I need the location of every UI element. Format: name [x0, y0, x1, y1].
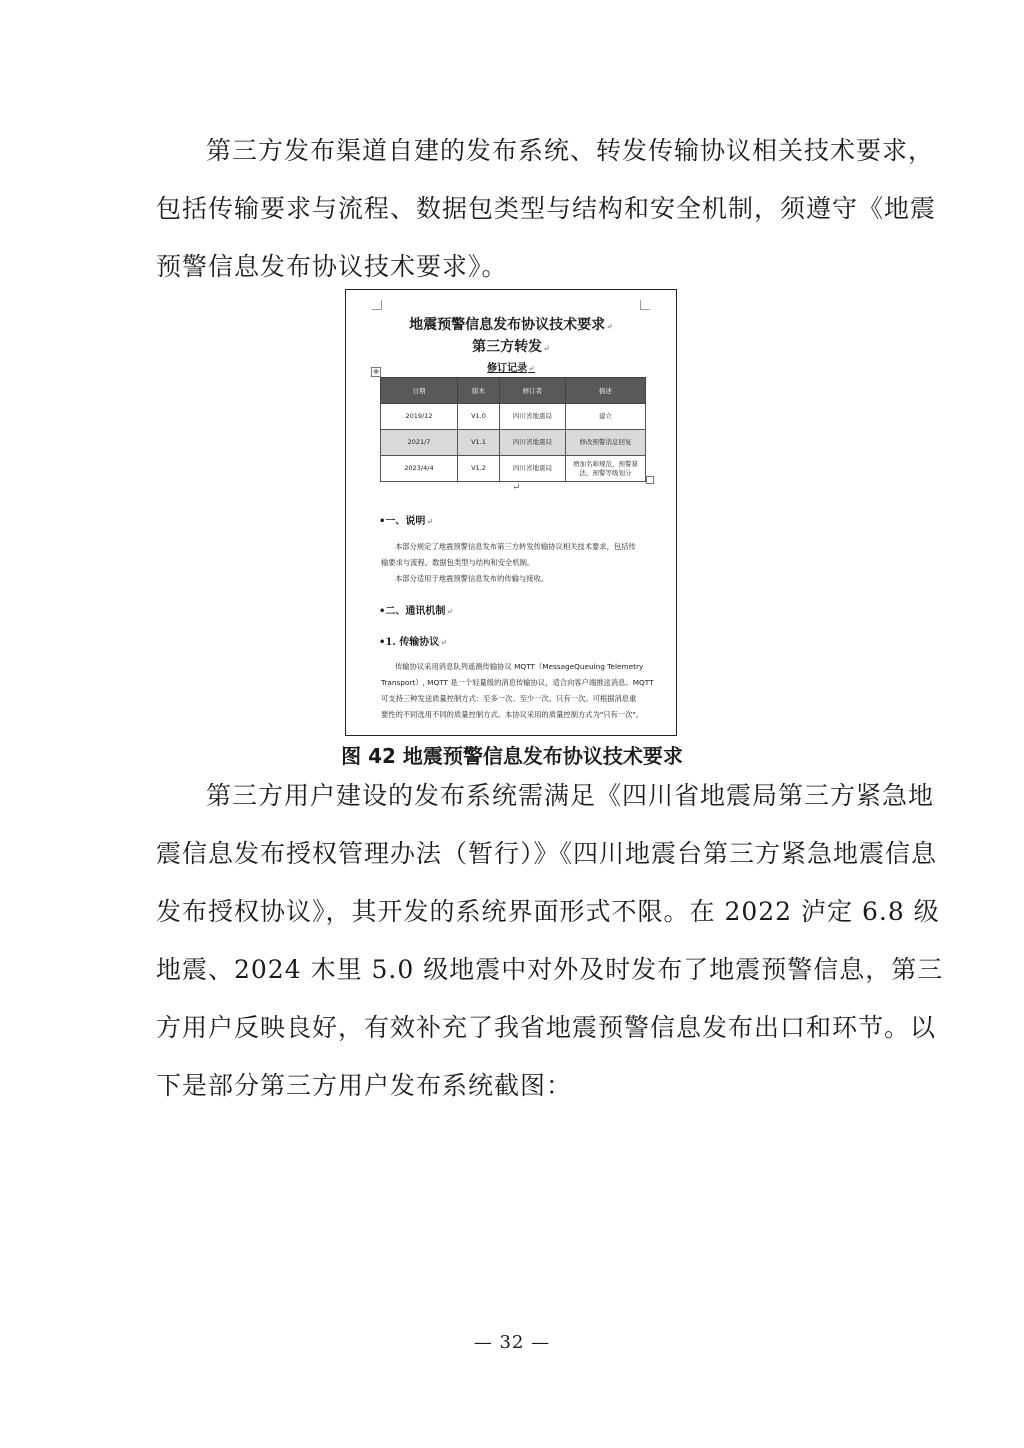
section-heading: •二、通讯机制↵ — [379, 606, 454, 617]
text-line: 第三方发布渠道自建的发布系统、转发传输协议相关技术要求， — [206, 136, 935, 165]
cell: 四川省地震局 — [500, 456, 566, 482]
page-number: — 32 — — [473, 1332, 551, 1353]
header-date: 日期 — [381, 378, 458, 404]
text-line: 本部分适用于地震预警信息发布的传输与接收。 — [395, 574, 549, 583]
header-version: 版本 — [458, 378, 500, 404]
crop-mark-icon — [372, 300, 382, 310]
text-line: 发布授权协议》，其开发的系统界面形式不限。在 2022 泸定 6.8 级 — [156, 897, 940, 926]
cell: 增加名称规范，预警算法，预警等级划分 — [566, 456, 646, 482]
text-line: 本部分规定了地震预警信息发布第三方转发传输协议相关技术要求，包括传 — [395, 542, 636, 551]
cell: 2023/4/4 — [381, 456, 458, 482]
cell: 四川省地震局 — [500, 430, 566, 456]
text-line: 要性的不同选用不同的质量控制方式。本协议采用的质量控制方式为"只有一次"。 — [381, 710, 644, 719]
text-line: 震信息发布授权管理办法（暂行）》《四川地震台第三方紧急地震信息 — [156, 839, 938, 868]
table-row — [381, 430, 646, 456]
cell: 建立 — [566, 404, 646, 430]
cell: 修改预警消息回复 — [566, 430, 646, 456]
figure-caption: 图 42 地震预警信息发布协议技术要求 — [341, 744, 683, 768]
cell: V1.0 — [458, 404, 500, 430]
body-paragraph — [156, 767, 944, 1115]
text-line: 方用户反映良好，有效补充了我省地震预警信息发布出口和环节。以 — [156, 1013, 937, 1042]
cell: V1.1 — [458, 430, 500, 456]
text-line: 传输协议采用消息队列遥测传输协议 MQTT（MessageQueuing Telemetry — [395, 662, 644, 671]
revision-table — [380, 377, 646, 482]
figure-title: 地震预警信息发布协议技术要求↵ — [409, 317, 613, 333]
table-row — [381, 456, 646, 482]
text-line: 下是部分第三方用户发布系统截图： — [156, 1071, 573, 1100]
header-description: 描述 — [566, 378, 646, 404]
cell: 四川省地震局 — [500, 404, 566, 430]
intro-paragraph — [156, 122, 937, 296]
text-line: 第三方用户建设的发布系统需满足《四川省地震局第三方紧急地 — [206, 781, 935, 810]
cell: 2021/7 — [381, 430, 458, 456]
text-line: 输要求与流程、数据包类型与结构和安全机制。 — [381, 558, 535, 567]
text-line: 地震、2024 木里 5.0 级地震中对外及时发布了地震预警信息，第三 — [156, 955, 944, 984]
figure-subtitle: 第三方转发↵ — [472, 339, 550, 355]
embedded-document-image — [345, 289, 677, 736]
section-heading: •1. 传输协议↵ — [379, 637, 448, 648]
text-line: 预警信息发布协议技术要求》。 — [156, 252, 508, 281]
table-header-row — [381, 378, 646, 404]
table-resize-handle-icon — [646, 476, 654, 484]
text-line: 可支持三种发送质量控制方式：至多一次、至少一次、只有一次。可根据消息重 — [381, 694, 637, 703]
cell: V1.2 — [458, 456, 500, 482]
text-line: Transport）, MQTT 是一个轻量级的消息传输协议，适合向客户端推送消息。MQTT — [381, 678, 654, 687]
crop-mark-icon — [640, 300, 650, 310]
cell: 2019/12 — [381, 404, 458, 430]
section-text — [381, 659, 654, 723]
section-heading: •一、说明↵ — [379, 516, 434, 527]
text-line: 包括传输要求与流程、数据包类型与结构和安全机制，须遵守《地震 — [156, 194, 937, 223]
table-move-handle-icon: ✥ — [371, 367, 381, 377]
table-row — [381, 404, 646, 430]
revision-record-title: 修订记录↵ — [487, 363, 535, 374]
paragraph-mark-icon: ↵ — [512, 482, 521, 493]
section-text — [381, 539, 645, 587]
header-reviser: 修订者 — [500, 378, 566, 404]
